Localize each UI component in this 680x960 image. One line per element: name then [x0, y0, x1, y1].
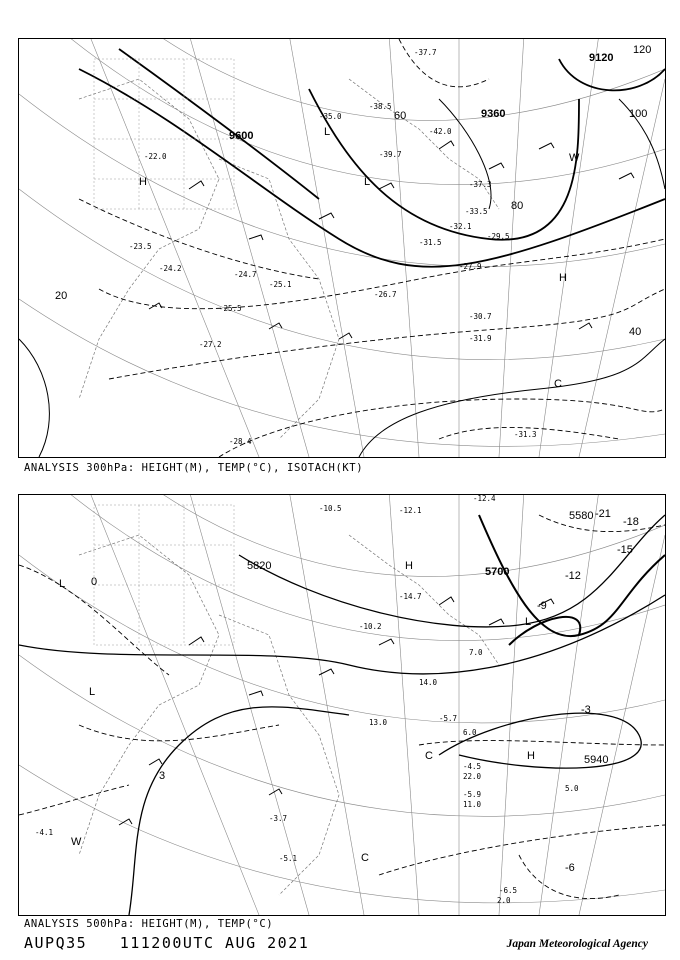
- wind-barbs: [119, 597, 554, 825]
- temp-value: -31.3: [514, 430, 537, 439]
- temp-value: -10.5: [319, 504, 342, 513]
- isotach-label: 20: [55, 290, 68, 302]
- isotach-label: 100: [629, 108, 648, 120]
- temp-value: -27.2: [199, 340, 222, 349]
- chart-500hpa: [18, 494, 666, 916]
- low-pressure-center: L: [59, 578, 66, 590]
- temp-value: 2.0: [497, 896, 511, 905]
- warm-center: W: [569, 152, 580, 164]
- temp-value: 14.0: [419, 678, 438, 687]
- low-pressure-center: L: [89, 686, 96, 698]
- temp-value: -23.5: [129, 242, 152, 251]
- temp-value: -6.5: [499, 886, 518, 895]
- agency-name: Japan Meteorological Agency: [506, 938, 648, 950]
- temp-value: -38.5: [369, 102, 392, 111]
- height-label: 5580: [569, 510, 594, 522]
- temp-contour-label: -3: [581, 704, 591, 716]
- temp-value: -29.5: [487, 232, 510, 241]
- temp-value: -5.7: [439, 714, 458, 723]
- temp-value: -37.3: [469, 180, 492, 189]
- low-pressure-center: L: [364, 176, 371, 188]
- coastline: [79, 535, 499, 895]
- temp-contour-label: 3: [159, 770, 166, 782]
- temp-value: -28.4: [229, 437, 252, 446]
- temp-value: -30.7: [469, 312, 492, 321]
- temp-value: 6.0: [463, 728, 477, 737]
- height-label: 9360: [481, 108, 506, 120]
- temp-value: -31.9: [469, 334, 492, 343]
- isotach-label: 40: [629, 326, 642, 338]
- temp-value: -5.1: [279, 854, 298, 863]
- high-pressure-center: H: [559, 272, 567, 284]
- temp-value: 5.0: [565, 784, 579, 793]
- caption-300hpa: ANALYSIS 300hPa: HEIGHT(M), TEMP(°C), ISOTACH(KT): [24, 462, 364, 474]
- temp-value: -42.0: [429, 127, 452, 136]
- isotach-label: 80: [511, 200, 524, 212]
- high-pressure-center: H: [405, 560, 413, 572]
- temp-value: -25.1: [269, 280, 292, 289]
- temp-value: -25.5: [219, 304, 242, 313]
- chart-300hpa: [18, 38, 666, 458]
- temp-value: -14.7: [399, 592, 422, 601]
- temp-contour-label: -18: [623, 516, 639, 528]
- temp-contour-label: -12: [565, 570, 581, 582]
- temp-contour-label: -15: [617, 544, 633, 556]
- temperature-values: [129, 48, 537, 446]
- graticule: [19, 495, 665, 915]
- product-header: [24, 934, 331, 952]
- cold-center: C: [361, 852, 369, 864]
- temp-value: -4.1: [35, 828, 54, 837]
- temp-value: 13.0: [369, 718, 388, 727]
- temp-value: 22.0: [463, 772, 482, 781]
- high-pressure-center: H: [139, 176, 147, 188]
- low-pressure-center: L: [525, 616, 532, 628]
- cold-center: C: [425, 750, 433, 762]
- temp-value: -33.5: [465, 207, 488, 216]
- temp-value: -3.7: [269, 814, 288, 823]
- temp-contour-label: -6: [565, 862, 575, 874]
- warm-center: W: [71, 836, 82, 848]
- temp-value: 7.0: [469, 648, 483, 657]
- high-pressure-center: H: [527, 750, 535, 762]
- temp-value: -32.1: [449, 222, 472, 231]
- temp-value: -37.7: [414, 48, 437, 57]
- isotach-label: 120: [633, 44, 652, 56]
- height-label: 5700: [485, 566, 510, 578]
- height-label: 9600: [229, 130, 254, 142]
- temp-value: -35.0: [319, 112, 342, 121]
- temp-value: 11.0: [463, 800, 482, 809]
- temp-value: -5.9: [463, 790, 482, 799]
- map-300hpa-canvas: [19, 39, 665, 457]
- temp-value: -12.4: [473, 495, 496, 503]
- map-500hpa-canvas: [19, 495, 665, 915]
- temp-value: -26.7: [374, 290, 397, 299]
- graticule: [19, 39, 665, 457]
- height-label: 5820: [247, 560, 272, 572]
- temp-contour-label: -9: [537, 600, 547, 612]
- low-pressure-center: L: [324, 126, 331, 138]
- temp-value: -12.1: [399, 506, 422, 515]
- temp-value: -22.0: [144, 152, 167, 161]
- isotach-label: 60: [394, 110, 407, 122]
- cold-center: C: [554, 378, 562, 390]
- height-label: 5940: [584, 754, 609, 766]
- product-id: AUPQ35: [24, 934, 88, 952]
- temp-contour-label: -21: [595, 508, 611, 520]
- temp-value: -10.2: [359, 622, 382, 631]
- temp-value: -24.2: [159, 264, 182, 273]
- caption-500hpa: ANALYSIS 500hPa: HEIGHT(M), TEMP(°C): [24, 918, 274, 930]
- temp-value: -31.5: [419, 238, 442, 247]
- temp-value: -4.5: [463, 762, 482, 771]
- temp-value: -24.7: [234, 270, 257, 279]
- temp-value: -39.7: [379, 150, 402, 159]
- temp-contour-label: 0: [91, 576, 98, 588]
- valid-time: 111200UTC AUG 2021: [119, 934, 310, 952]
- temp-value: -27.9: [459, 262, 482, 271]
- height-label: 9120: [589, 52, 614, 64]
